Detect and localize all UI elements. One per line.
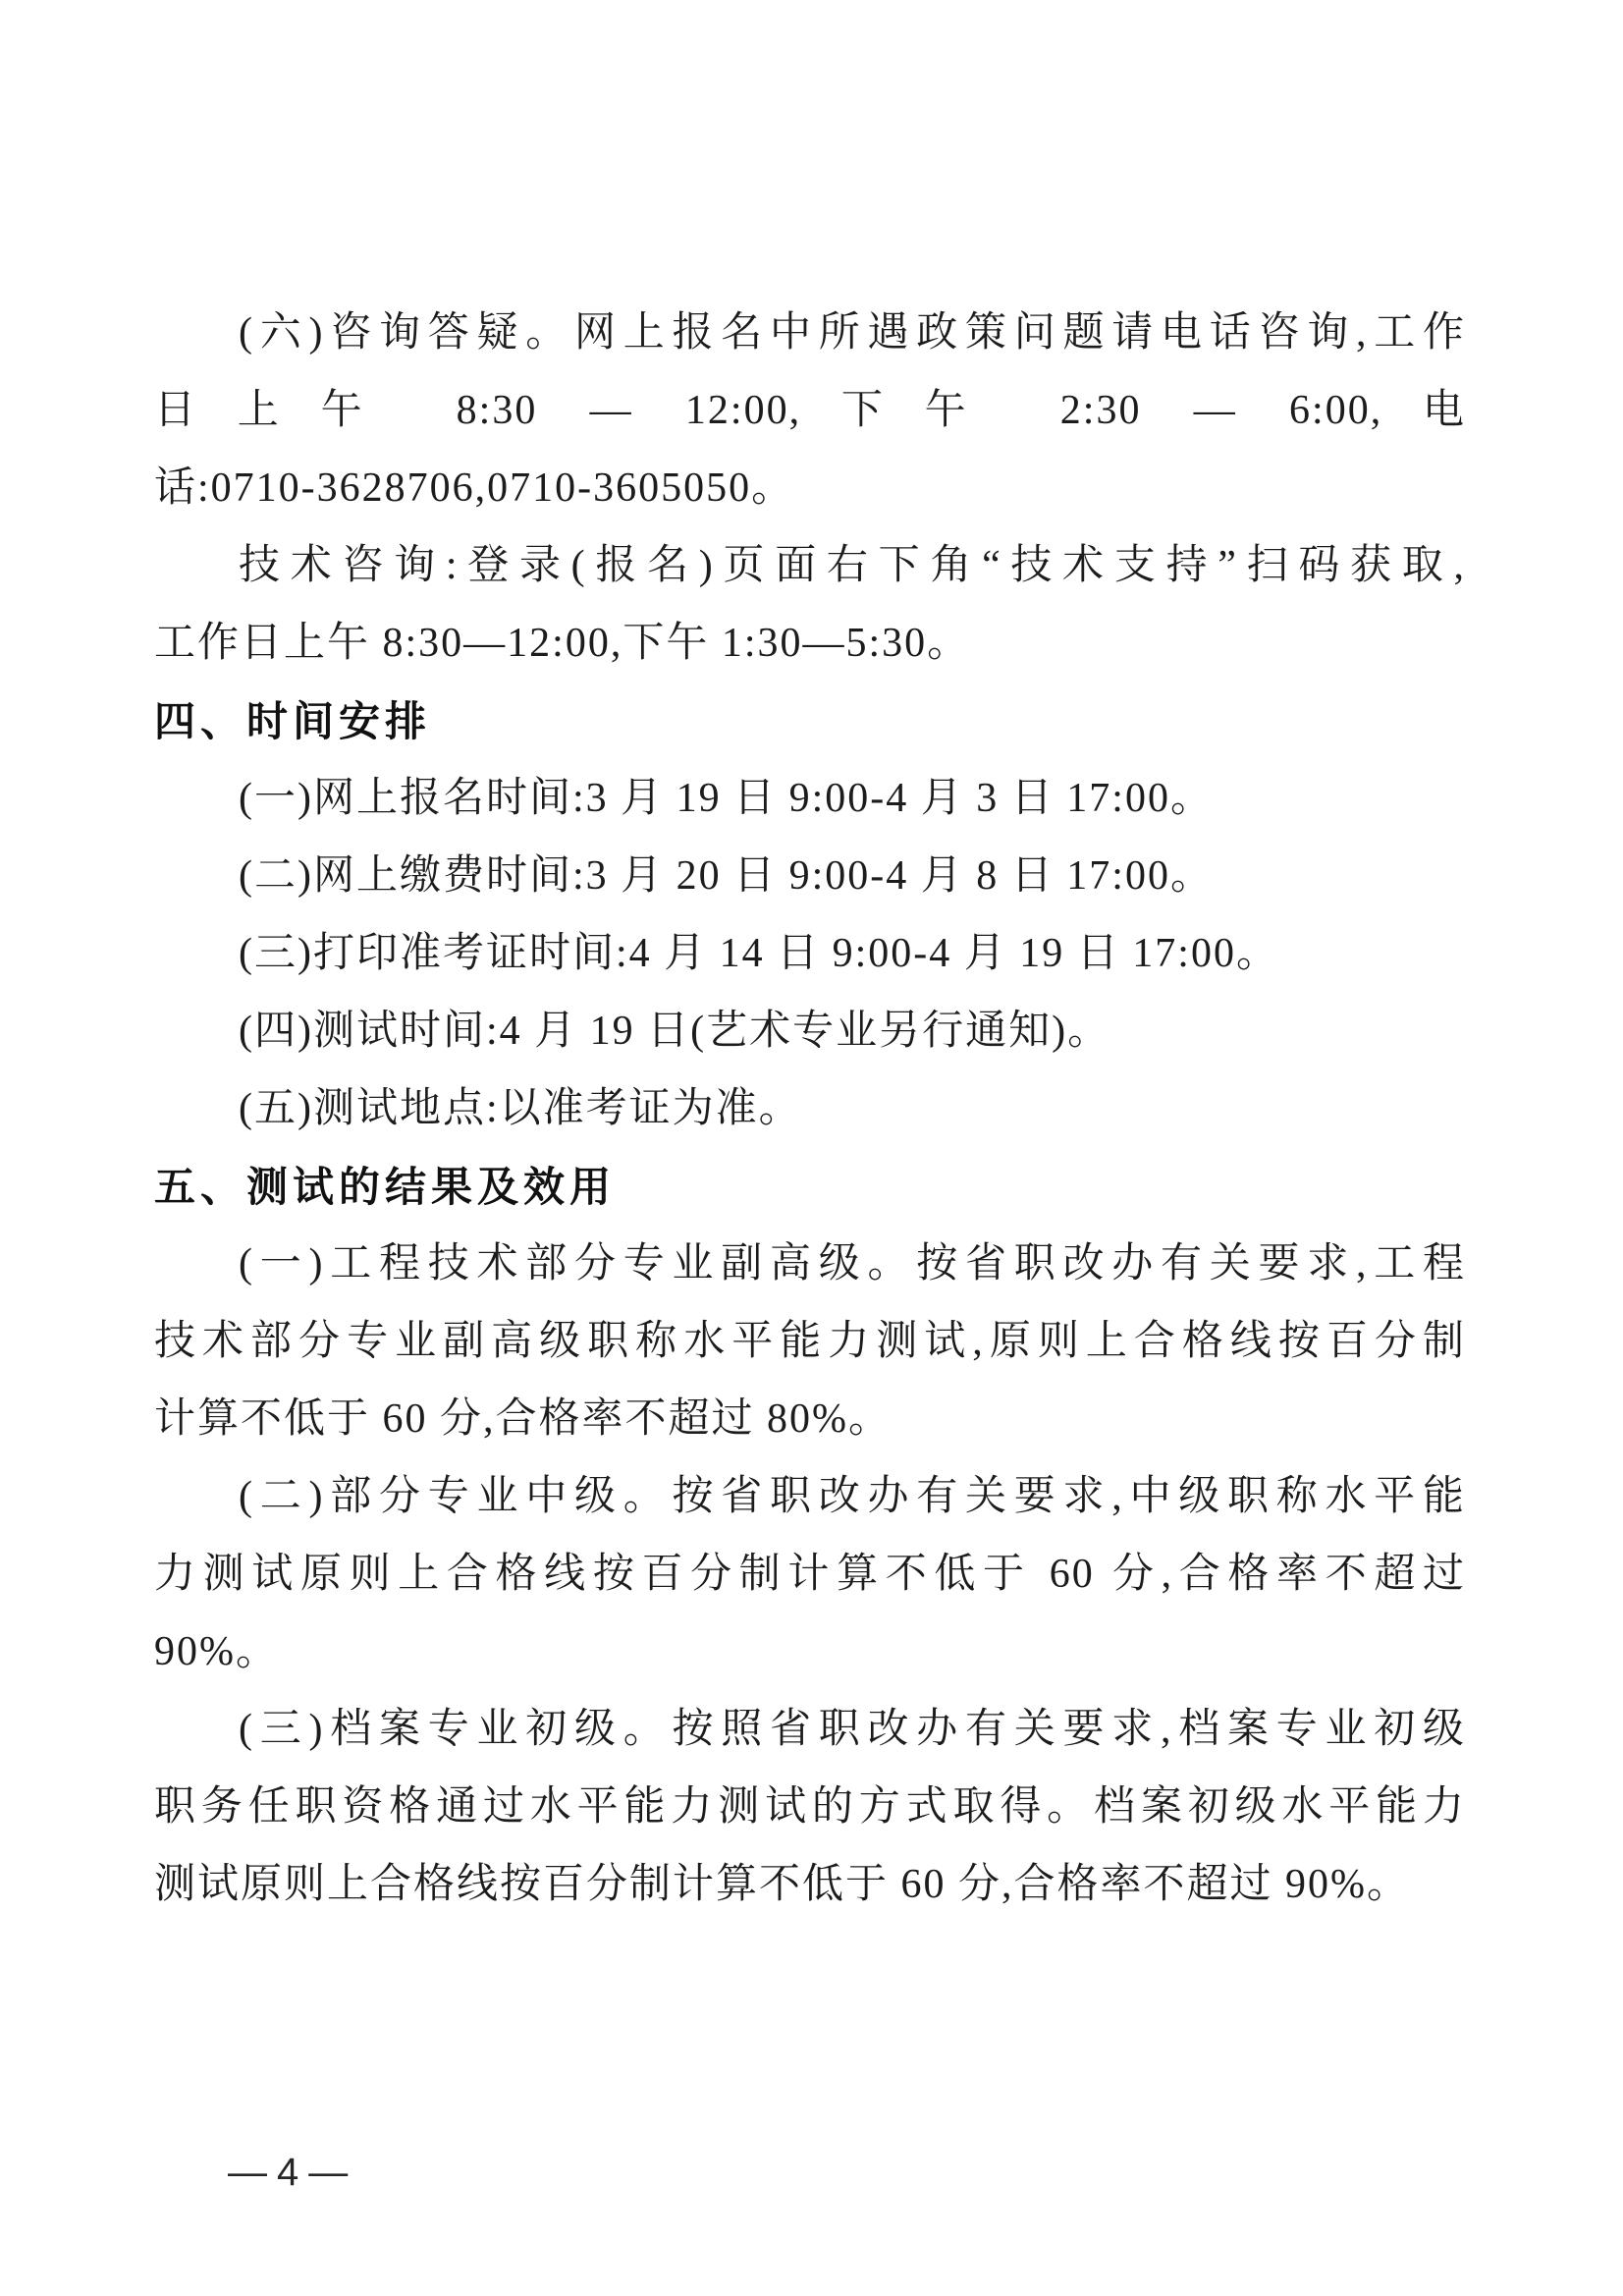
list-item-test-location: (五)测试地点:以准考证为准。 bbox=[239, 1086, 802, 1131]
document-body bbox=[154, 295, 1466, 1924]
paragraph-line: (一)工程技术部分专业副高级。按省职改办有关要求,工程 bbox=[239, 1241, 1466, 1286]
paragraph-line: (三)档案专业初级。按照省职改办有关要求,档案专业初级 bbox=[239, 1707, 1466, 1752]
list-item-admission-ticket-time: (三)打印准考证时间:4 月 14 日 9:00-4 月 19 日 17:00。 bbox=[239, 931, 1279, 976]
paragraph-line: (二)部分专业中级。按省职改办有关要求,中级职称水平能 bbox=[239, 1474, 1466, 1519]
paragraph-line: 职务任职资格通过水平能力测试的方式取得。档案初级水平能力 bbox=[154, 1784, 1466, 1830]
page-number: —4— bbox=[228, 2151, 358, 2194]
section-heading-test-results: 五、测试的结果及效用 bbox=[154, 1164, 617, 1210]
paragraph-line: 90%。 bbox=[154, 1629, 279, 1674]
paragraph-line: 技术部分专业副高级职称水平能力测试,原则上合格线按百分制 bbox=[154, 1319, 1466, 1364]
paragraph-line: 测试原则上合格线按百分制计算不低于 60 分,合格率不超过 90%。 bbox=[154, 1862, 1410, 1907]
paragraph-line: 话:0710-3628706,0710-3605050。 bbox=[154, 465, 795, 511]
paragraph-line: 计算不低于 60 分,合格率不超过 80%。 bbox=[154, 1396, 892, 1442]
paragraph-line: 技术咨询:登录(报名)页面右下角“技术支持”扫码获取, bbox=[239, 543, 1466, 588]
list-item-registration-time: (一)网上报名时间:3 月 19 日 9:00-4 月 3 日 17:00。 bbox=[239, 776, 1214, 821]
list-item-payment-time: (二)网上缴费时间:3 月 20 日 9:00-4 月 8 日 17:00。 bbox=[239, 853, 1214, 899]
list-item-test-time: (四)测试时间:4 月 19 日(艺术专业另行通知)。 bbox=[239, 1009, 1111, 1054]
paragraph-line: 工作日上午 8:30—12:00,下午 1:30—5:30。 bbox=[154, 621, 971, 666]
paragraph-line: 力测试原则上合格线按百分制计算不低于 60 分,合格率不超过 bbox=[154, 1552, 1466, 1597]
paragraph-line: 日上午 8:30 — 12:00,下午 2:30 — 6:00,电 bbox=[154, 388, 1466, 433]
section-heading-time-arrangement: 四、时间安排 bbox=[154, 698, 432, 744]
paragraph-line: (六)咨询答疑。网上报名中所遇政策问题请电话咨询,工作 bbox=[239, 310, 1466, 355]
